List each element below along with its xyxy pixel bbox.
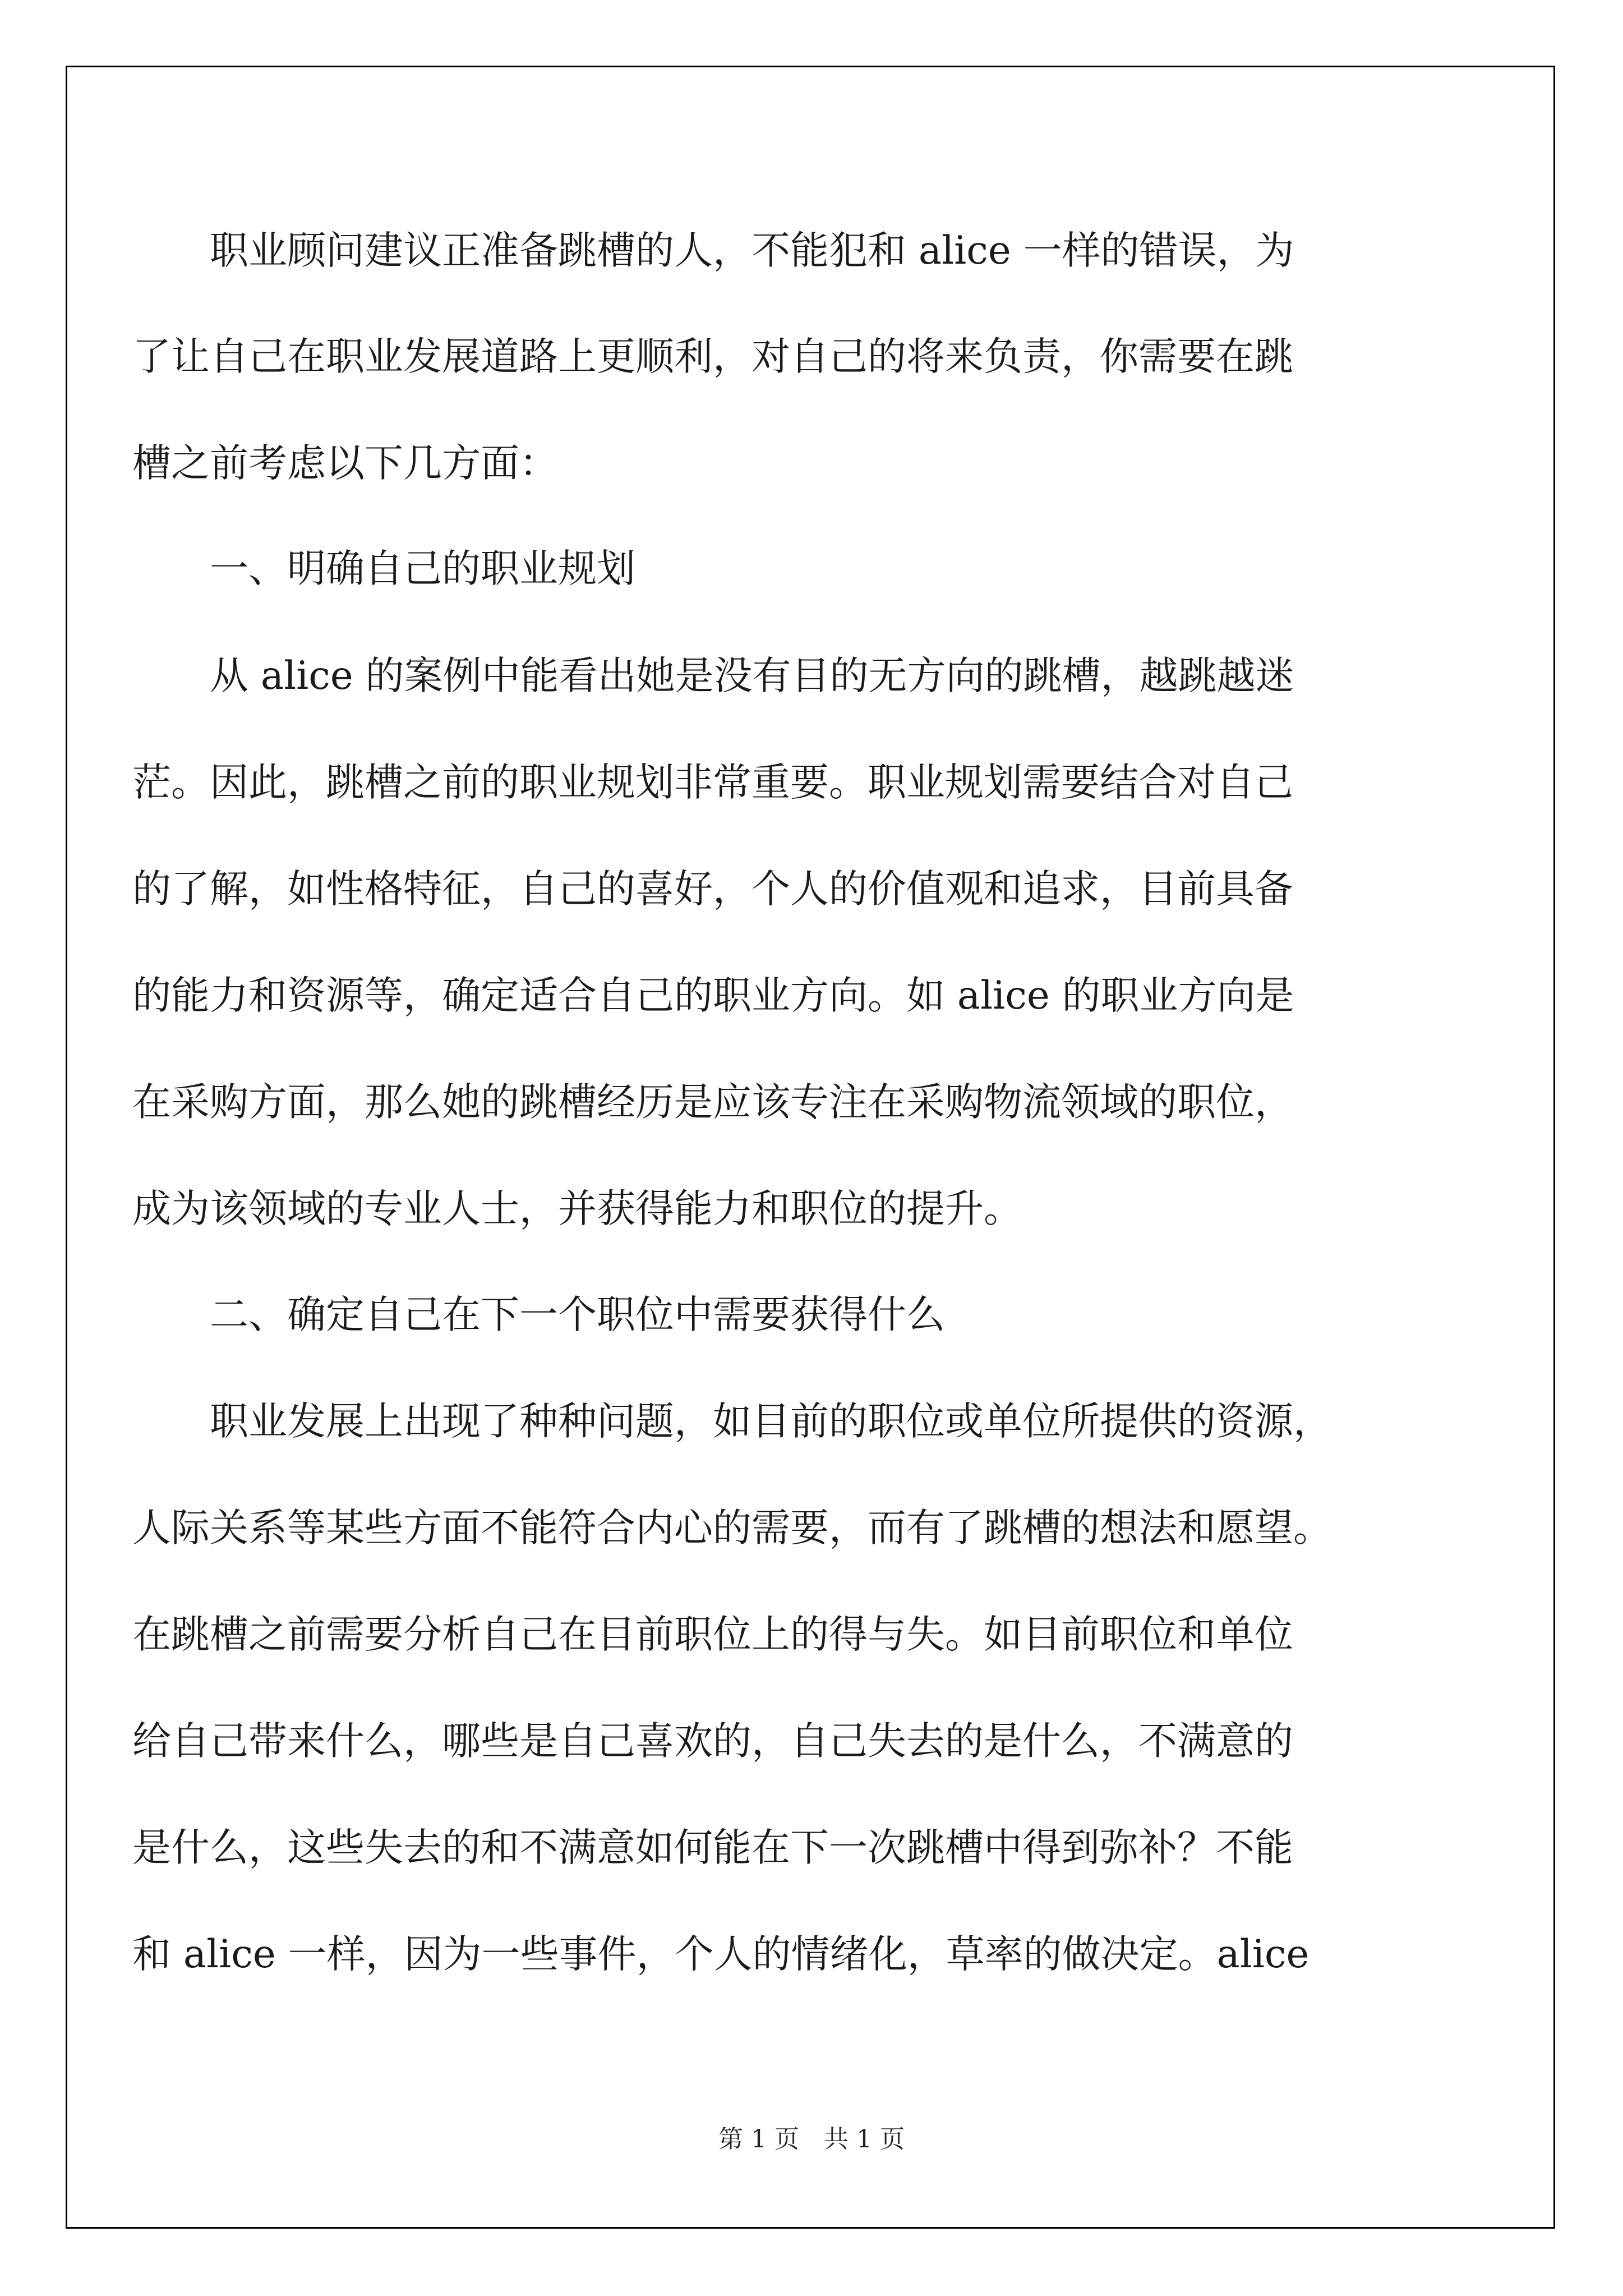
text-line-8: 的能力和资源等，确定适合自己的职业方向。如 alice 的职业方向是 — [132, 973, 1294, 1018]
text-line-3: 槽之前考虑以下几方面： — [132, 441, 558, 486]
text-line-17: 和 alice 一样，因为一些事件，个人的情绪化，草率的做决定。alice — [132, 1932, 1310, 1977]
text-line-7: 的了解，如性格特征，自己的喜好，个人的价值观和追求，目前具备 — [132, 867, 1293, 912]
page-footer: 第 1 页 共 1 页 — [718, 2125, 905, 2154]
heading-section-1: 一、明确自己的职业规划 — [132, 546, 635, 591]
text-line-12: 职业发展上出现了种种问题，如目前的职位或单位所提供的资源， — [132, 1399, 1332, 1444]
text-line-15: 给自己带来什么，哪些是自己喜欢的，自己失去的是什么，不满意的 — [132, 1719, 1293, 1764]
text-line-1: 职业顾问建议正准备跳槽的人，不能犯和 alice 一样的错误，为 — [132, 228, 1294, 273]
text-line-2: 了让自己在职业发展道路上更顺利，对自己的将来负责，你需要在跳 — [132, 334, 1293, 379]
heading-section-2: 二、确定自己在下一个职位中需要获得什么 — [132, 1292, 945, 1337]
text-line-10: 成为该领域的专业人士，并获得能力和职位的提升。 — [132, 1186, 1022, 1231]
text-line-5: 从 alice 的案例中能看出她是没有目的无方向的跳槽，越跳越迷 — [132, 654, 1294, 698]
text-line-16: 是什么，这些失去的和不满意如何能在下一次跳槽中得到弥补？不能 — [132, 1825, 1293, 1870]
text-line-9: 在采购方面，那么她的跳槽经历是应该专注在采购物流领域的职位， — [132, 1080, 1293, 1125]
text-line-6: 茫。因此，跳槽之前的职业规划非常重要。职业规划需要结合对自己 — [132, 760, 1293, 805]
text-line-14: 在跳槽之前需要分析自己在目前职位上的得与失。如目前职位和单位 — [132, 1612, 1293, 1657]
document-body — [132, 0, 1534, 2160]
text-line-13: 人际关系等某些方面不能符合内心的需要，而有了跳槽的想法和愿望。 — [132, 1506, 1332, 1550]
